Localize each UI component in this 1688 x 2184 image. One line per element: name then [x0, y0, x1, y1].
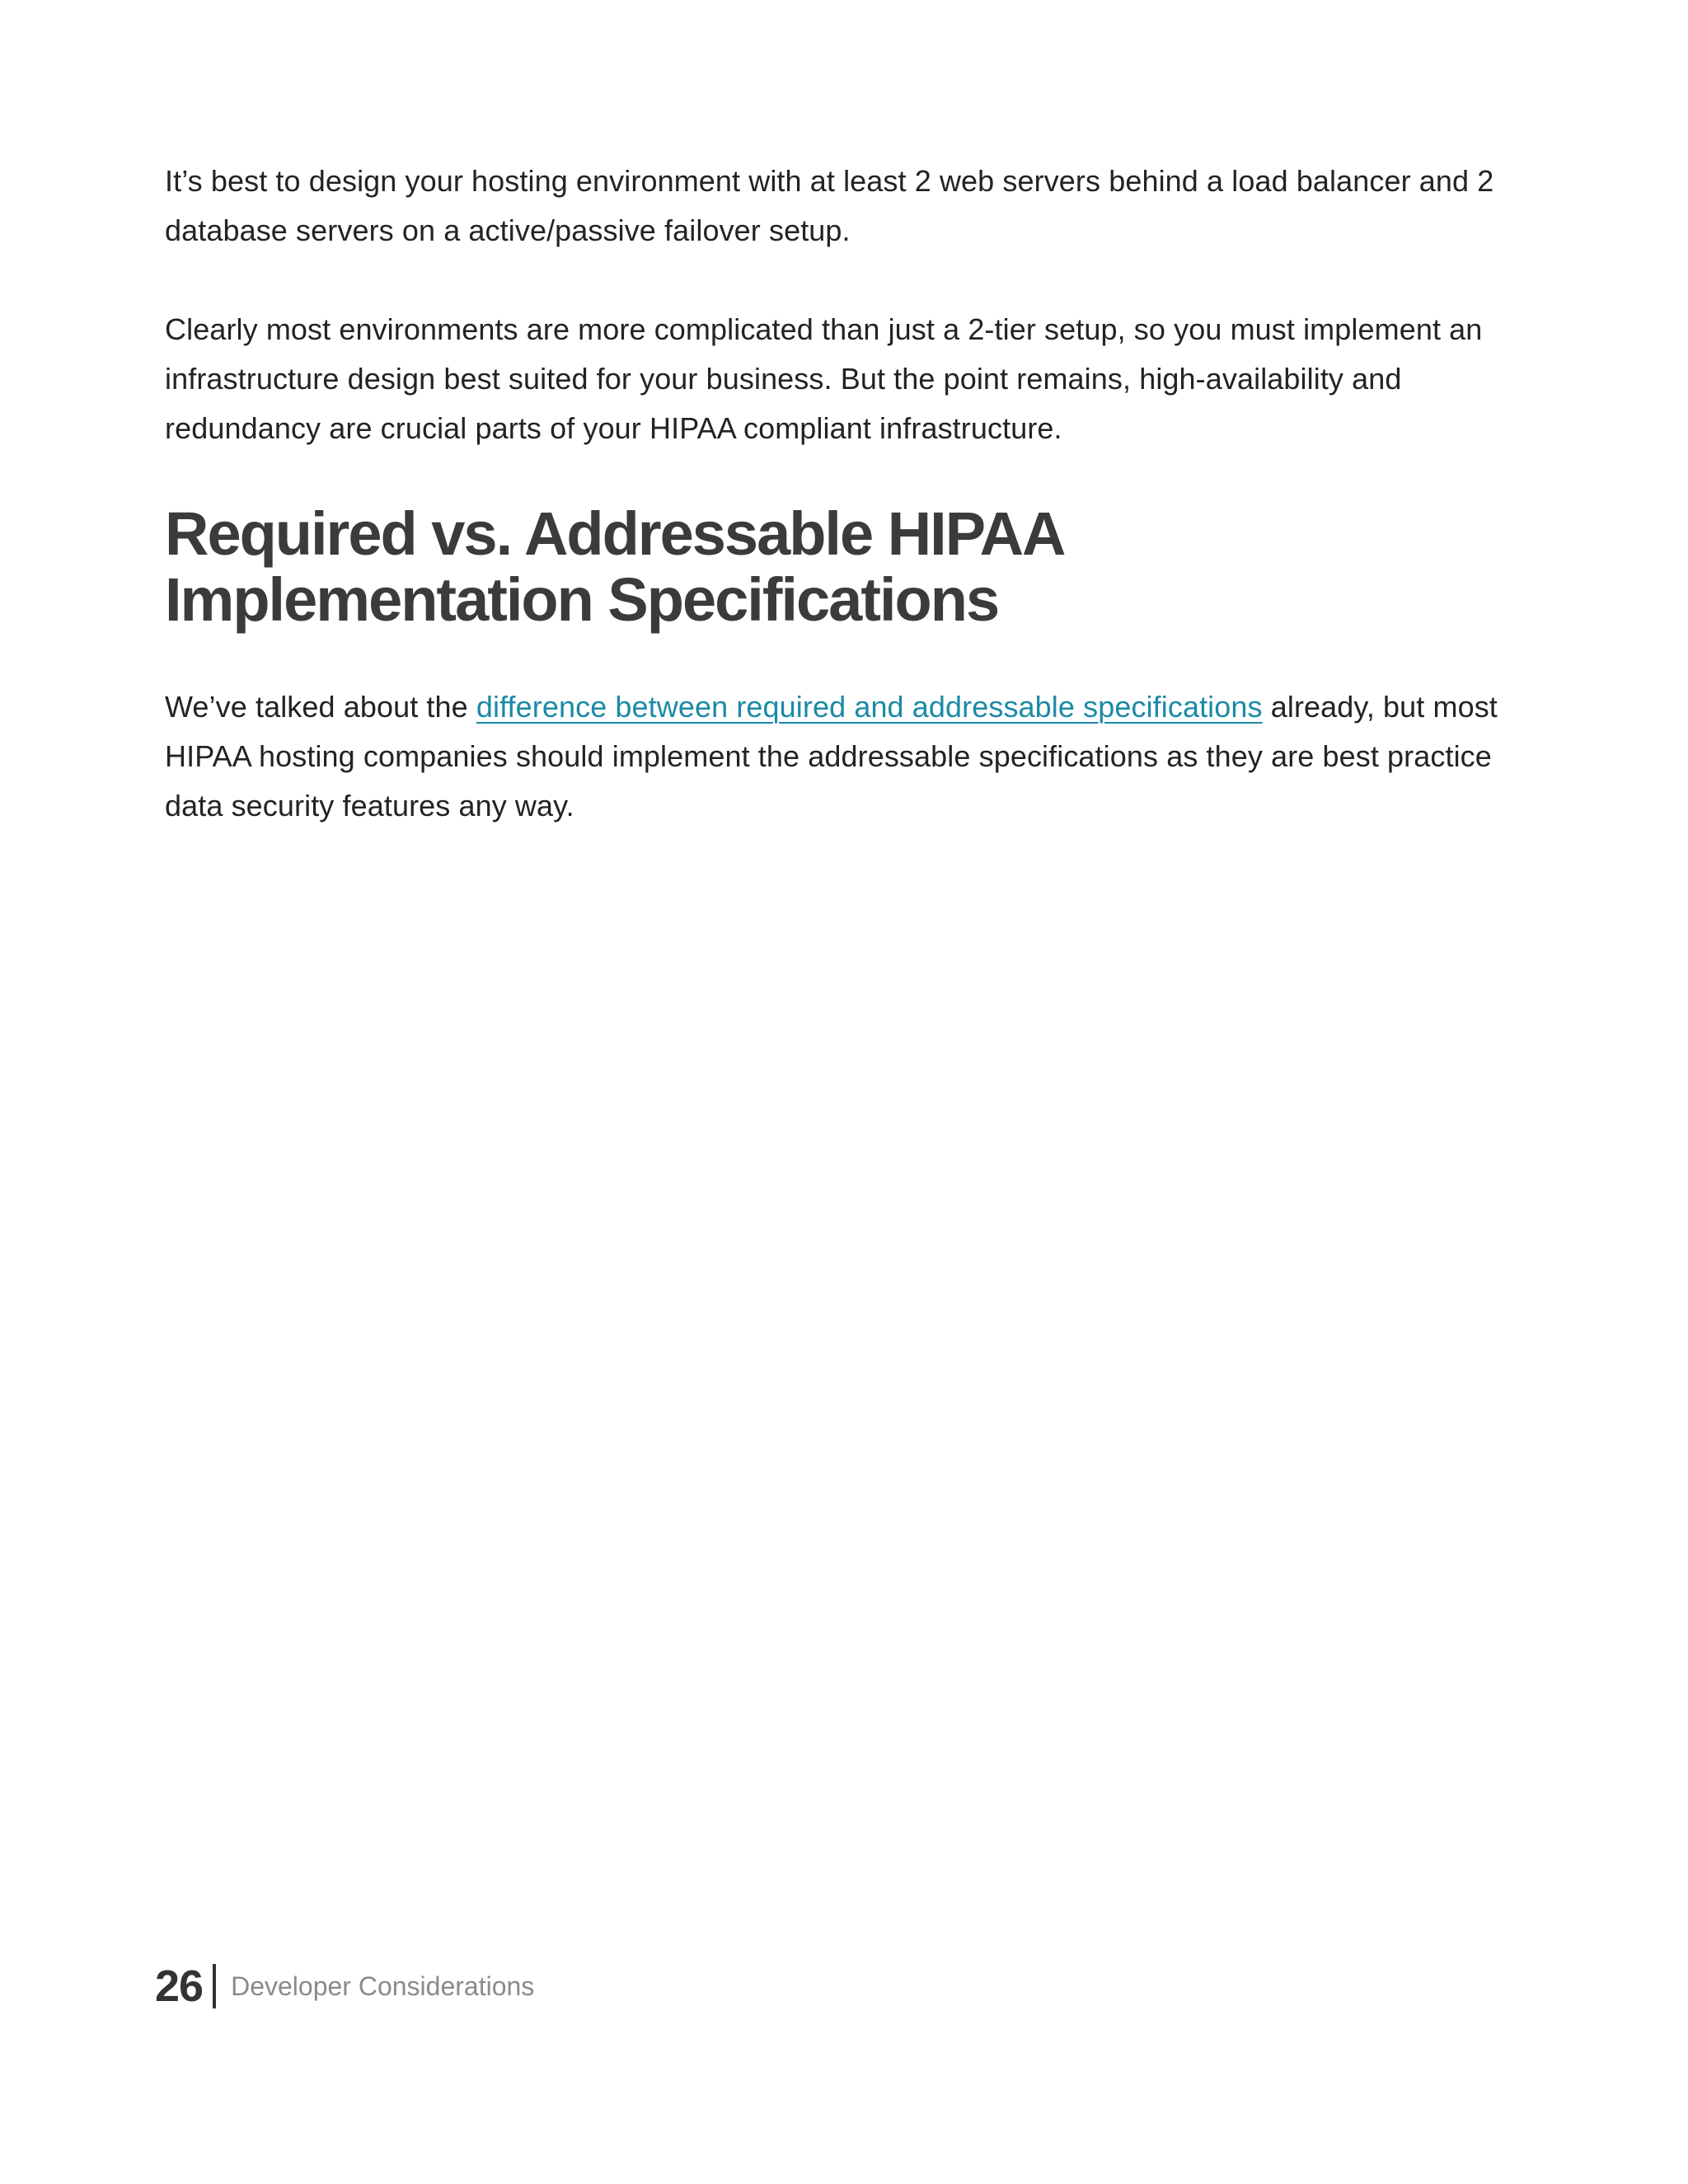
link-required-vs-addressable[interactable]: difference between required and addressable specifications [476, 690, 1263, 724]
paragraph-specifications [165, 682, 1517, 831]
section-heading: Required vs. Addressable HIPAA Implementation Specifications [165, 499, 1062, 634]
paragraph-text-after-link: already, but most HIPAA hosting companies should implement the addressable specifications as they are best practice data security features any way. [165, 690, 1498, 823]
footer-divider [213, 1964, 216, 2008]
paragraph-hosting-environment: It’s best to design your hosting environment with at least 2 web servers behind a load balancer and 2 database servers on a active/passive failover setup. [165, 164, 1494, 247]
paragraph-infrastructure-design: Clearly most environments are more complicated than just a 2-tier setup, so you must implement an infrastructure design best suited for your business. But the point remains, high-availability and redundancy are crucial parts of your HIPAA compliant infrastructure. [165, 312, 1483, 445]
paragraph-text-before-link: We’ve talked about the [165, 690, 476, 724]
page-footer [155, 1960, 534, 2013]
page-number: 26 [155, 1961, 204, 2011]
page-content [165, 157, 1517, 831]
footer-section-name: Developer Considerations [231, 1971, 535, 2001]
